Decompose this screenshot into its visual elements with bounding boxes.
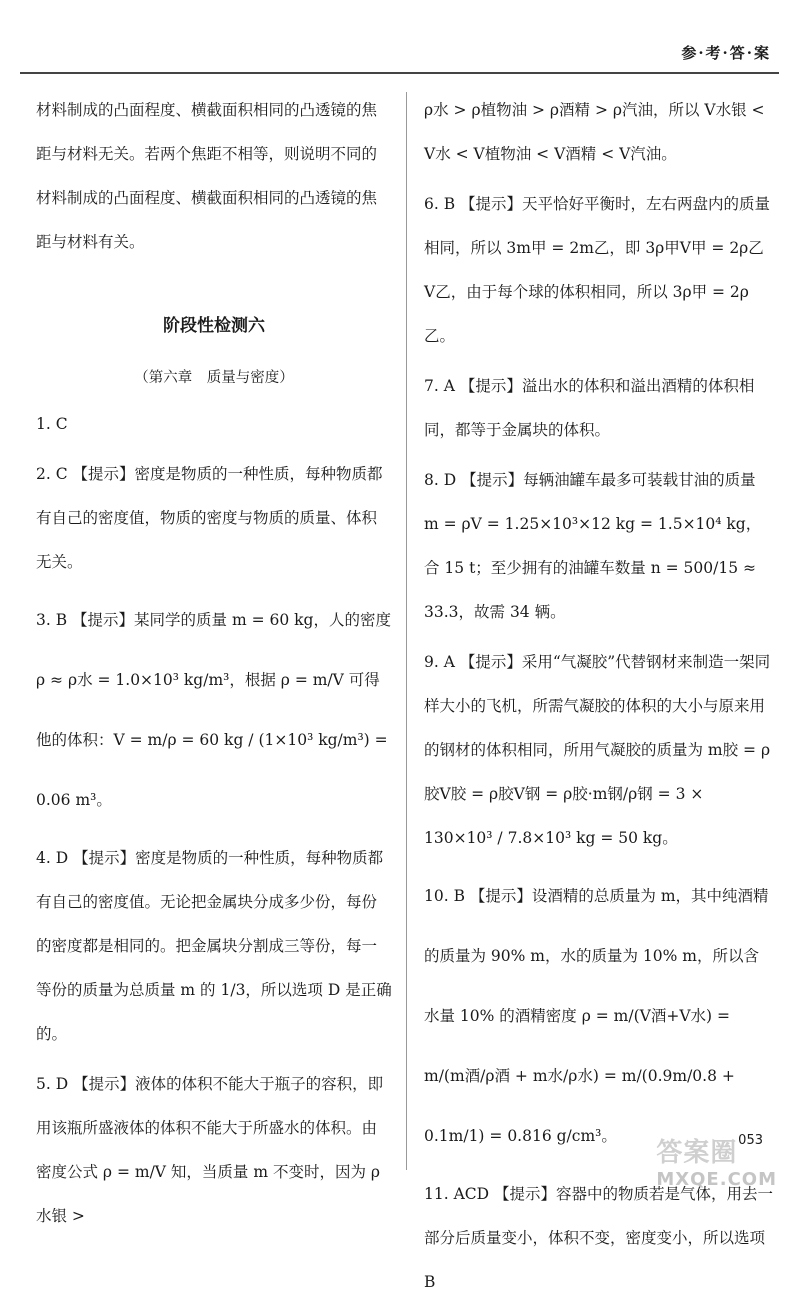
running-head: 参·考·答·案: [681, 44, 771, 62]
column-divider: [406, 92, 407, 1170]
answer-item-5: 5. D 【提示】液体的体积不能大于瓶子的容积，即用该瓶所盛液体的体积不能大于所盛水的体积。由密度公式 ρ = m/V 知，当质量 m 不变时，因为 ρ水银 >: [36, 1075, 384, 1225]
answer-item-11: 11. ACD 【提示】容器中的物质若是气体，用去一部分后质量变小，体积不变，密度变小，所以选项 B: [424, 1185, 773, 1291]
answer-item-8: 8. D 【提示】每辆油罐车最多可装载甘油的质量 m = ρV = 1.25×10³×12 kg = 1.5×10⁴ kg，合 15 t；至少拥有的油罐车数量 n = 500/15 ≈ 33.3，故需 34 辆。: [424, 471, 762, 621]
answer-item-5-cont: ρ水 > ρ植物油 > ρ酒精 > ρ汽油，所以 V水银 < V水 < V植物油 < V酒精 < V汽油。: [424, 101, 765, 163]
watermark-url: MXQE.COM: [656, 1169, 777, 1190]
intro-paragraph: 材料制成的凸面程度、横截面积相同的凸透镜的焦距与材料无关。若两个焦距不相等，则说明不同的材料制成的凸面程度、横截面积相同的凸透镜的焦距与材料有关。: [36, 101, 378, 251]
answer-item-7: 7. A 【提示】溢出水的体积和溢出酒精的体积相同，都等于金属块的体积。: [424, 377, 755, 439]
answer-item-4: 4. D 【提示】密度是物质的一种性质，每种物质都有自己的密度值。无论把金属块分成多少份，每份的密度都是相同的。把金属块分割成三等份，每一等份的质量为总质量 m 的 1/3，所以选项 D 是正确的。: [36, 849, 392, 1043]
right-column: [424, 88, 774, 1310]
section-subtitle: （第六章 质量与密度）: [134, 370, 294, 386]
answer-item-2: 2. C 【提示】密度是物质的一种性质，每种物质都有自己的密度值，物质的密度与物质的质量、体积无关。: [36, 465, 383, 571]
left-column: [36, 88, 392, 1244]
answer-item-3: 3. B 【提示】某同学的质量 m = 60 kg，人的密度 ρ ≈ ρ水 = 1.0×10³ kg/m³，根据 ρ = m/V 可得他的体积：V = m/ρ = 60 kg / (1×10³ kg/m³) = 0.06 m³。: [36, 611, 391, 809]
section-title: 阶段性检测六: [163, 316, 265, 336]
answer-item-1: 1. C: [36, 415, 68, 433]
answer-item-10: 10. B 【提示】设酒精的总质量为 m，其中纯酒精的质量为 90% m，水的质量为 10% m，所以含水量 10% 的酒精密度 ρ = m/(V酒+V水) = m/(m酒/ρ酒 + m水/ρ水) = m/(0.9m/0.8 + 0.1m/1) = 0.816 g/cm³。: [424, 887, 769, 1145]
page-number: 053: [738, 1133, 763, 1148]
header-rule: [20, 72, 779, 74]
watermark-text: 答案圈: [656, 1138, 738, 1168]
answer-item-9: 9. A 【提示】采用“气凝胶”代替钢材来制造一架同样大小的飞机，所需气凝胶的体积的大小与原来用的钢材的体积相同，所用气凝胶的质量为 m胶 = ρ胶V胶 = ρ胶V钢 = ρ胶·m钢/ρ钢 = 3 × 130×10³ / 7.8×10³ kg = 50 kg。: [424, 653, 771, 847]
answer-item-6: 6. B 【提示】天平恰好平衡时，左右两盘内的质量相同，所以 3m甲 = 2m乙，即 3ρ甲V甲 = 2ρ乙V乙，由于每个球的体积相同，所以 3ρ甲 = 2ρ乙。: [424, 195, 771, 345]
watermark-logo: [656, 1132, 777, 1190]
